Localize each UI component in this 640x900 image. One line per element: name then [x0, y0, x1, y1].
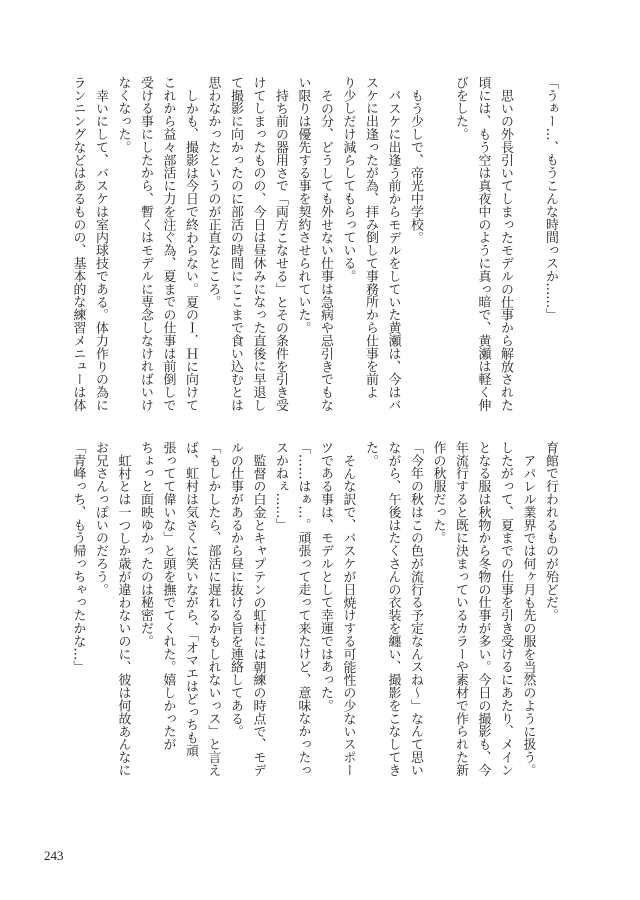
text-line: びをした。	[453, 76, 468, 141]
text-line: となる服は秋物から冬物の仕事が多い。今日の撮影も、今	[475, 441, 491, 777]
text-line: 作の秋服だった。	[430, 441, 446, 545]
text-line: 持ち前の器用さで「両方こなせる」とその条件を引き受	[273, 88, 288, 412]
text-line: したがって、夏までの仕事を引き受けるにあたり、メイン	[498, 441, 513, 777]
text-line: 受ける事にしたから、暫くはモデルに専念しなければいけ	[138, 76, 153, 412]
text-line: 幸いにして、バスケは室内球技である。体力作りの為に	[93, 88, 108, 412]
text-block-lower	[66, 441, 561, 783]
text-line: 年流行すると既に決まっているカラーや素材で作られた新	[453, 441, 468, 777]
text-line: ちょっと面映ゆかったのは秘密だ。	[138, 441, 153, 648]
text-line: なくなった。	[115, 76, 131, 154]
text-line: 頃には、もう空は真夜中のように真っ暗で、黄瀬は軽く伸	[475, 76, 491, 412]
text-line: スかねぇ……」	[273, 441, 288, 532]
text-line: しかも、撮影は今日で終わらない。夏のＩ．Ｈに向けて	[183, 88, 198, 412]
text-line: ルの仕事があるから昼に抜ける旨を連絡してある。	[228, 441, 243, 738]
text-line: スケに出逢ったが為、拝み倒して事務所から仕事を前よ	[363, 76, 378, 399]
text-line: 「青峰っち、もう帰っちゃったかな…」	[70, 441, 86, 674]
text-line: て撮影に向かったのに部活の時間にここまで食い込むとは	[228, 76, 243, 412]
text-line: その分、どうしても外せない仕事は急病や忌引きでもな	[318, 88, 333, 412]
text-line: けてしまったものの、今日は昼休みになった直後に早退し	[250, 76, 266, 412]
page-number: 243	[44, 848, 64, 863]
text-line: ば、虹村は気さくに笑いながら、「オマエはどっちも頑	[183, 441, 198, 758]
text-line: 虹村とは一つしか歳が違わないのに、彼は何故あんなに	[115, 453, 131, 777]
text-block-upper	[66, 76, 561, 418]
text-line: ランニングなどはあるものの、基本的な練習メニューは体	[70, 76, 86, 412]
text-line: 「……はぁ…。頑張って走って来たけど、意味なかったっ	[295, 441, 311, 777]
text-line: い限りは優先する事を契約させられていた。	[295, 76, 311, 334]
text-line: これから益々部活に力を注ぐ為、夏までの仕事は前倒しで	[160, 76, 176, 412]
text-line: 「うぁー…、もうこんな時間っスか……」	[543, 76, 558, 322]
text-line: そんな訳で、バスケが日焼けする可能性の少ないスポー	[340, 453, 356, 777]
text-line: ながら、午後はたくさんの衣装を纏い、撮影をこなしてき	[385, 441, 401, 777]
text-line: バスケに出逢う前からモデルをしていた黄瀬は、今はバ	[385, 88, 401, 412]
text-line: 育館で行われるものが殆どだ。	[543, 441, 558, 622]
text-line: り少しだけ減らしてもらっている。	[340, 76, 356, 283]
text-line: アパレル業界では何ヶ月も先の服を当然のように扱う。	[520, 453, 536, 777]
text-line: お兄さんっぽいのだろう。	[93, 441, 108, 596]
text-line: 「もしかしたら、部活に遅れるかもしれないっス」と言え	[205, 441, 221, 777]
text-line: 思いの外長引いてしまったモデルの仕事から解放された	[498, 88, 513, 412]
text-line: ツである事は、モデルとして幸運ではあった。	[318, 441, 333, 712]
text-line: 思わなかったというのが正直なところ。	[205, 76, 221, 309]
text-line: 「今年の秋はこの色が流行る予定なんスね〜」なんて思い	[408, 441, 423, 777]
text-line: 張ってて偉いな」と頭を撫でてくれた。嬉しかったが	[160, 441, 176, 751]
text-line: 監督の白金とキャプテンの虹村には朝練の時点で、モデ	[250, 453, 266, 777]
blank-line	[516, 76, 539, 418]
text-line: もう少しで、帝光中学校。	[408, 88, 423, 244]
blank-line	[426, 76, 449, 418]
text-line: た。	[363, 441, 378, 467]
